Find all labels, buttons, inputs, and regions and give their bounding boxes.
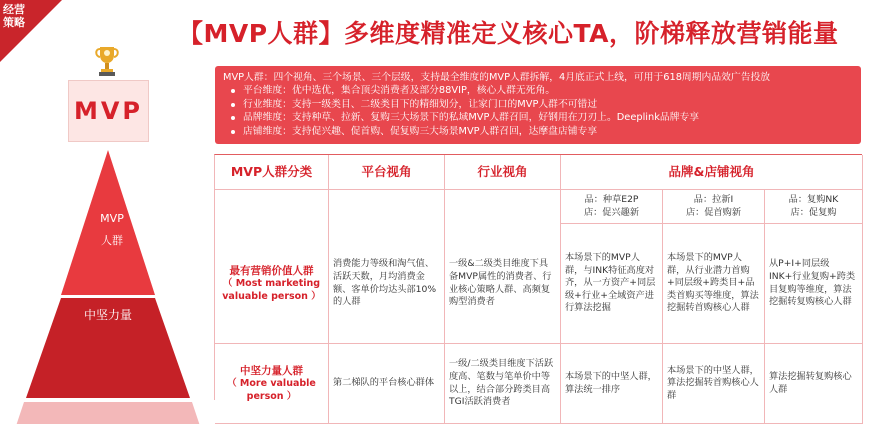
mvp-info-panel [215, 66, 861, 144]
cell-brand-repurchase-text: 算法挖掘转复购核心人群 [769, 370, 852, 395]
subheader-new [663, 190, 765, 224]
row-name-mvp [215, 224, 329, 344]
info-bullet: 品牌维度：支持种草、拉新、复购三大场景下的私域MVP人群召回，好钢用在刀刃上。Deeplink品牌专享 [223, 111, 853, 124]
header-brand-store: 品牌&店铺视角 [561, 155, 863, 190]
cell-platform [329, 344, 445, 424]
info-intro: MVP人群：四个视角、三个场景、三个层级，支持最全维度的MVP人群拆解，4月底正式上线，可用于618周期内品效广告投放 [223, 72, 771, 83]
subheader-spacer [445, 190, 561, 224]
cell-platform-text: 第二梯队的平台核心群体 [333, 377, 435, 389]
subheader-seed [561, 190, 663, 224]
row-name-en-1: （ More valuable [227, 378, 316, 389]
cell-industry [445, 344, 561, 424]
subheader-repurchase [765, 190, 863, 224]
cell-brand-repurchase-text: 从P+I+同层级INK+行业复购+跨类目复购等维度，算法挖掘转复购核心人群 [769, 258, 856, 308]
header-industry: 行业视角 [445, 155, 561, 190]
cell-brand-new-text: 本场景下的中坚人群，算法挖掘转首购核心人群 [667, 364, 759, 401]
cell-brand-seed-text: 本场景下的MVP人群，与INK特征高度对齐，从一方资产+同层级+行业+全域资产进行算法挖掘 [565, 252, 656, 314]
subheader-spacer [215, 190, 329, 224]
cell-platform-text: 消费能力等级和淘气值、活跃天数，月均消费金额、客单价均达头部10%的人群 [333, 258, 437, 308]
trophy-icon [92, 44, 122, 78]
corner-label [3, 3, 37, 29]
info-bullet: 平台维度：优中选优，集合顶尖消费者及部分88VIP，核心人群无死角。 [223, 84, 853, 97]
cell-brand-repurchase [765, 224, 863, 344]
pyramid-mid-label: 中坚力量 [83, 308, 132, 322]
cell-brand-seed [561, 344, 663, 424]
subheader-new-line2: 店：促首购新 [685, 206, 742, 218]
header-category: MVP人群分类 [215, 155, 329, 190]
pyramid-bottom-tier [16, 402, 200, 424]
info-bullet-list [223, 84, 853, 138]
pyramid-top-label-2: 人群 [101, 234, 123, 247]
info-bullet: 行业维度：支持一级类目、二级类目下的精细划分，让家门口的MVP人群不可错过 [223, 98, 853, 111]
subheader-new-line1: 品：拉新I [693, 193, 734, 205]
audience-pyramid [0, 150, 210, 400]
corner-label-line1: 经营 [3, 3, 25, 16]
cell-industry [445, 224, 561, 344]
mvp-badge: MVP [68, 80, 149, 142]
cell-platform [329, 224, 445, 344]
header-platform: 平台视角 [329, 155, 445, 190]
pyramid-top-label-1: MVP [100, 212, 124, 225]
cell-brand-new-text: 本场景下的MVP人群，从行业潜力首购+同层级+跨类目+品类首购买等维度，算法挖掘转首购核心人群 [667, 252, 759, 314]
cell-brand-new [663, 224, 765, 344]
subheader-repurchase-line2: 店：促复购 [790, 206, 837, 218]
cell-industry-text: 一级&二级类目维度下具备MVP属性的消费者、行业核心策略人群、高频复购型消费者 [449, 258, 552, 308]
subheader-seed-line2: 店：促兴趣新 [583, 206, 640, 218]
row-name-cn: 中坚力量人群 [240, 365, 303, 377]
subheader-repurchase-line1: 品：复购NK [788, 193, 839, 205]
row-name-cn: 最有营销价值人群 [229, 265, 314, 277]
row-name-en-2: person ） [246, 390, 297, 402]
info-bullet: 店铺维度：支持促兴趣、促首购、促复购三大场景MVP人群召回，达摩盘店铺专享 [223, 125, 853, 138]
cell-brand-new [663, 344, 765, 424]
subheader-seed-line1: 品：种草E2P [584, 193, 639, 205]
cell-brand-seed [561, 224, 663, 344]
cell-brand-repurchase [765, 344, 863, 424]
cell-industry-text: 一级/二级类目维度下活跃度高、笔数与笔单价中等以上，结合部分跨类目高TGI活跃消费者 [449, 358, 554, 408]
page-title: 【MVP人群】多维度精准定义核心TA，阶梯释放营销能量 [178, 19, 839, 48]
mvp-segmentation-table [214, 154, 862, 408]
row-name-en-1: （ Most marketing [222, 278, 321, 289]
subheader-spacer [329, 190, 445, 224]
corner-label-line2: 策略 [3, 16, 25, 29]
cell-brand-seed-text: 本场景下的中坚人群，算法统一排序 [565, 370, 657, 395]
row-name-en-2: valuable person ） [222, 290, 321, 302]
row-name-core [215, 344, 329, 424]
